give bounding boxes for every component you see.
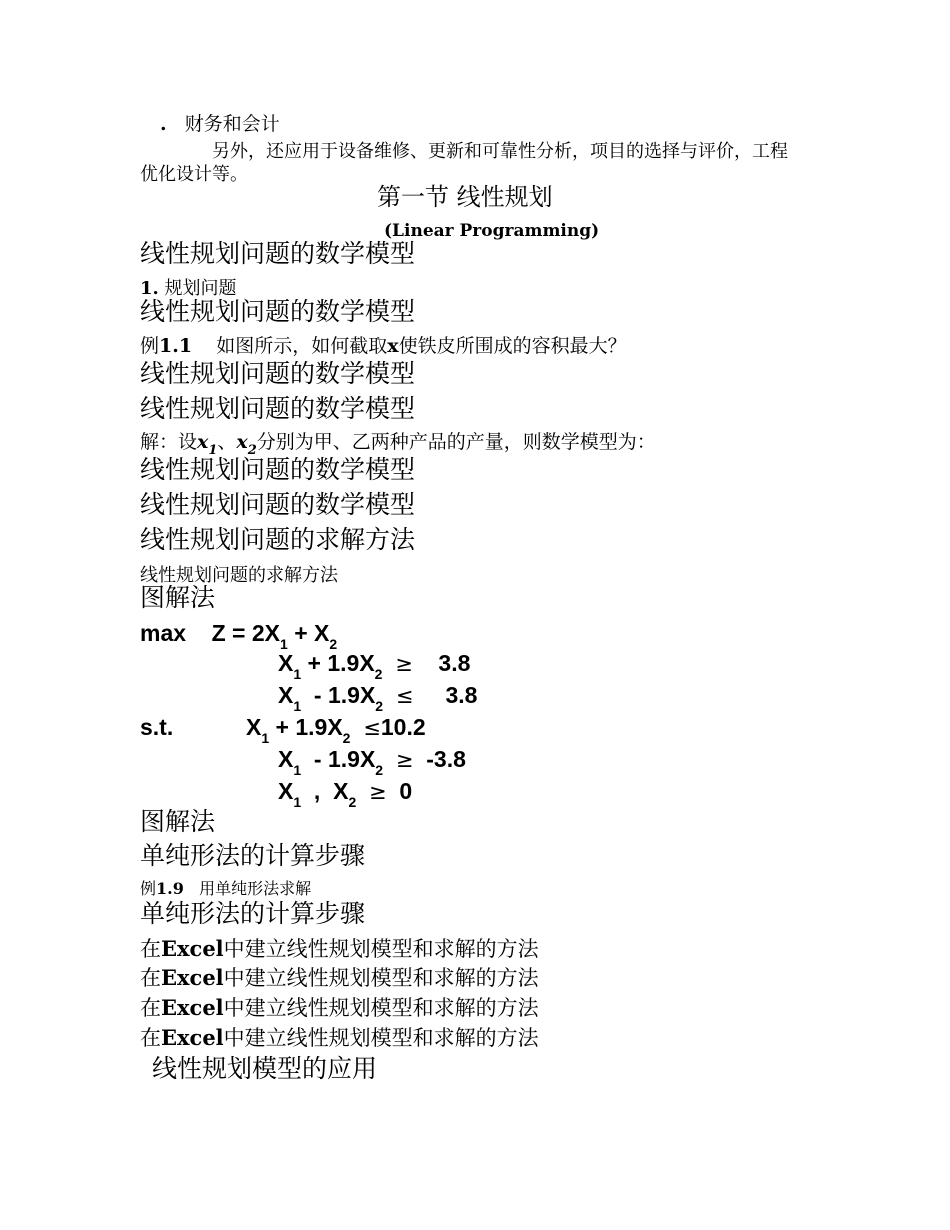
var-x2-sub: 2	[247, 443, 257, 458]
heading-graphic-2: 图解法	[140, 807, 216, 836]
solution-sep: 、	[217, 431, 237, 453]
c5-b: , X	[301, 778, 349, 804]
c3-operator: ≤	[363, 716, 381, 740]
constraint-5	[278, 780, 412, 809]
c4-sub2: 2	[375, 762, 384, 778]
c2-rhs: 3.8	[445, 682, 478, 708]
solution-prefix: 解：设	[140, 431, 198, 453]
c5-operator: ≥	[369, 780, 387, 804]
c1-operator: ≥	[395, 652, 413, 676]
example-number: 1.1	[159, 335, 193, 357]
heading-model-4: 线性规划问题的数学模型	[140, 394, 416, 423]
c3-sub1: 1	[261, 730, 270, 746]
var-x2-letter: x	[236, 431, 248, 453]
excel-bold: Excel	[161, 995, 224, 1020]
st-label: s.t.	[140, 714, 174, 740]
heading-excel-4	[140, 1027, 539, 1049]
excel-suffix: 中建立线性规划模型和求解的方法	[223, 937, 539, 961]
bullet-dot: .	[160, 113, 167, 135]
example19-number: 1.9	[156, 879, 184, 898]
constraint-1	[278, 652, 470, 681]
c5-a: X	[278, 778, 294, 804]
excel-prefix: 在	[140, 996, 161, 1020]
c3-sub2: 2	[342, 730, 351, 746]
var-x1-sub: 1	[208, 443, 218, 458]
var-x1	[197, 431, 218, 458]
example-1-9	[140, 881, 311, 897]
c1-rhs: 3.8	[438, 650, 471, 676]
excel-bold: Excel	[161, 1025, 224, 1050]
c2-a: X	[278, 682, 294, 708]
heading-model-3: 线性规划问题的数学模型	[140, 359, 416, 388]
heading-model-6: 线性规划问题的数学模型	[140, 490, 416, 519]
c4-b: - 1.9X	[301, 746, 376, 772]
solution-line	[140, 433, 656, 457]
heading-application: 线性规划模型的应用	[152, 1054, 378, 1083]
heading-model-5: 线性规划问题的数学模型	[140, 455, 416, 484]
example-text-before: 如图所示，如何截取	[216, 335, 388, 357]
solution-suffix: 分别为甲、乙两种产品的产量，则数学模型为：	[256, 431, 656, 453]
excel-prefix: 在	[140, 937, 161, 961]
c4-rhs: -3.8	[426, 746, 466, 772]
c1-sub2: 2	[374, 666, 383, 682]
planning-problem-label: 规划问题	[164, 278, 237, 299]
c5-sub2: 2	[348, 794, 357, 810]
c5-rhs: 0	[399, 778, 413, 804]
planning-problem-number: 1.	[140, 278, 159, 299]
c3-a: X	[246, 714, 262, 740]
c2-sub2: 2	[375, 698, 384, 714]
heading-model-2: 线性规划问题的数学模型	[140, 297, 416, 326]
heading-graphic-1: 图解法	[140, 583, 216, 612]
c2-b: - 1.9X	[301, 682, 376, 708]
example-prefix: 例	[140, 335, 160, 357]
objective-sub2: 2	[329, 636, 338, 652]
excel-prefix: 在	[140, 966, 161, 990]
example-variable: x	[387, 335, 399, 357]
intro-paragraph-line1: 另外，还应用于设备维修、更新和可靠性分析，项目的选择与评价，工程	[212, 141, 788, 162]
example-text-after: 使铁皮所围成的容积最大？	[398, 335, 627, 357]
c2-sub1: 1	[293, 698, 302, 714]
c5-sub1: 1	[293, 794, 302, 810]
example19-prefix: 例	[140, 879, 157, 898]
excel-bold: Excel	[161, 936, 224, 961]
constraint-4	[278, 748, 466, 777]
c1-b: + 1.9X	[301, 650, 375, 676]
planning-problem-heading	[140, 280, 237, 298]
heading-model-1: 线性规划问题的数学模型	[140, 239, 416, 268]
c4-a: X	[278, 746, 294, 772]
constraint-3	[246, 716, 426, 745]
section-subtitle: (Linear Programming)	[384, 221, 600, 241]
heading-method-small: 线性规划问题的求解方法	[140, 565, 338, 586]
bullet-item	[160, 115, 280, 134]
heading-simplex-2: 单纯形法的计算步骤	[140, 899, 366, 928]
excel-suffix: 中建立线性规划模型和求解的方法	[223, 996, 539, 1020]
objective-line	[140, 622, 337, 651]
section-title: 第一节 线性规划	[377, 183, 553, 211]
objective-b: + X	[287, 620, 330, 646]
heading-method-1: 线性规划问题的求解方法	[140, 525, 416, 554]
objective-a: Z = 2X	[211, 620, 281, 646]
excel-suffix: 中建立线性规划模型和求解的方法	[223, 966, 539, 990]
c2-operator: ≤	[395, 684, 414, 708]
excel-prefix: 在	[140, 1026, 161, 1050]
c3-b: + 1.9X	[269, 714, 343, 740]
c3-rhs: 10.2	[380, 714, 426, 740]
c4-sub1: 1	[293, 762, 302, 778]
heading-simplex-1: 单纯形法的计算步骤	[140, 841, 366, 870]
heading-excel-1	[140, 938, 539, 960]
constraint-2	[278, 684, 477, 713]
objective-sub1: 1	[280, 636, 288, 652]
c4-operator: ≥	[395, 748, 414, 772]
c1-a: X	[278, 650, 294, 676]
excel-suffix: 中建立线性规划模型和求解的方法	[223, 1026, 539, 1050]
intro-paragraph-line2: 优化设计等。	[140, 164, 248, 185]
example-1-1	[140, 337, 627, 356]
var-x1-letter: x	[197, 431, 209, 453]
bullet-text: 财务和会计	[184, 113, 280, 135]
c1-sub1: 1	[293, 666, 302, 682]
excel-bold: Excel	[161, 965, 224, 990]
var-x2	[236, 431, 257, 458]
heading-excel-2	[140, 967, 539, 989]
example19-text: 用单纯形法求解	[199, 879, 312, 898]
heading-excel-3	[140, 997, 539, 1019]
max-label: max	[140, 620, 187, 646]
